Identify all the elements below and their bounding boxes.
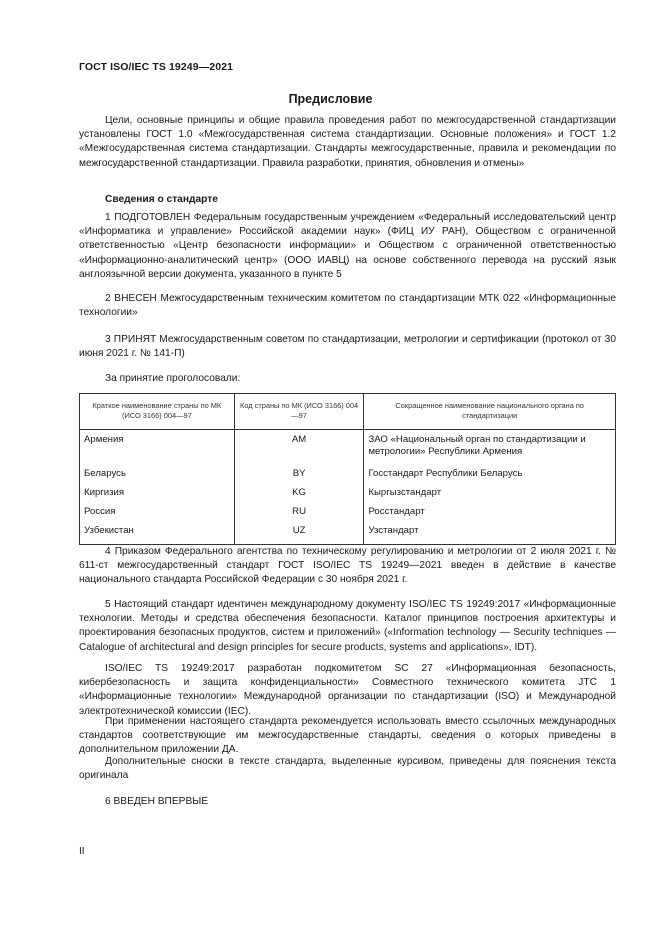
intro-paragraph: Цели, основные принципы и общие правила проведения работ по межгосударственной стандартизации установлены ГОСТ 1.0 «Межгосударственная система стандартизации. Основные положения» и ГОСТ 1.2 «Межгосударственная система стандартизации. Стандарты межгосударственные, правила и рекомендации по межгосударственной стандартизации. Правила разработки, принятия, обновления и отмены» (79, 115, 616, 169)
section-subheading: Сведения о стандарте (105, 194, 218, 205)
body-cell: Росстандарт (364, 506, 616, 525)
code-cell: KG (234, 487, 364, 506)
table-row (80, 468, 616, 487)
table-header-body: Сокращенное наименование национального органа по стандартизации (364, 394, 616, 430)
code-cell: AM (234, 430, 364, 469)
country-cell: Беларусь (80, 468, 235, 487)
page-title: Предисловие (288, 92, 373, 106)
item-5-paragraph: 5 Настоящий стандарт идентичен международному документу ISO/IEC TS 19249:2017 «Информационные технологии. Методы и средства обеспечения безопасности. Каталог принципов построения архитектуры и проектирования безопасных продуктов, систем и приложений» («Information technology — Security techniques — Catalogue of architectural and design principles for secure products, systems and applications», IDT). (79, 599, 616, 653)
body-cell: Кыргызстандарт (364, 487, 616, 506)
body-cell: ЗАО «Национальный орган по стандартизации и метрологии» Республики Армения (364, 430, 616, 469)
table-row (80, 525, 616, 545)
document-header: ГОСТ ISO/IEC TS 19249—2021 (79, 61, 234, 73)
country-cell: Армения (80, 430, 235, 469)
table-row (80, 487, 616, 506)
country-cell: Россия (80, 506, 235, 525)
item-6-paragraph: 6 ВВЕДЕН ВПЕРВЫЕ (105, 796, 209, 807)
code-cell: BY (234, 468, 364, 487)
body-cell: Госстандарт Республики Беларусь (364, 468, 616, 487)
country-cell: Узбекистан (80, 525, 235, 545)
table-header-code: Код страны по МК (ИСО 3166) 004—97 (234, 394, 364, 430)
table-row (80, 430, 616, 469)
voting-table (79, 393, 616, 545)
body-cell: Узстандарт (364, 525, 616, 545)
item-1-paragraph: 1 ПОДГОТОВЛЕН Федеральным государственным учреждением «Федеральный исследовательский центр «Информатика и управление» Российской академии наук» (ФИЦ ИУ РАН), Обществом с ограниченной ответственностью «Центр безопасности информации» и Обществом с ограниченной ответственностью «Информационно-аналитический центр» (ООО ИАВЦ) на основе собственного перевода на русский язык англоязычной версии документа, указанного в пункте 5 (79, 212, 616, 280)
table-row (80, 506, 616, 525)
code-cell: RU (234, 506, 364, 525)
country-cell: Киргизия (80, 487, 235, 506)
item-5-references-paragraph: При применении настоящего стандарта рекомендуется использовать вместо ссылочных международных стандартов соответствующие им межгосударственные стандарты, сведения о которых приведены в дополнительном приложении ДА. (79, 716, 616, 756)
item-2-paragraph: 2 ВНЕСЕН Межгосударственным техническим комитетом по стандартизации МТК 022 «Информационные технологии» (79, 293, 616, 319)
item-3-paragraph: 3 ПРИНЯТ Межгосударственным советом по стандартизации, метрологии и сертификации (протокол от 30 июня 2021 г. № 141-П) (79, 334, 616, 360)
code-cell: UZ (234, 525, 364, 545)
page-number: II (79, 846, 85, 857)
item-5-origin-paragraph: ISO/IEC TS 19249:2017 разработан подкомитетом SC 27 «Информационная безопасность, кибербезопасность и защита конфиденциальности» Совместного технического комитета JTC 1 «Информационные технологии» Международной организации по стандартизации (ISO) и Международной электротехнической комиссии (IEC). (79, 663, 616, 717)
table-header-country: Краткое наименование страны по МК (ИСО 3166) 004—97 (80, 394, 235, 430)
item-5-footnotes-paragraph: Дополнительные сноски в тексте стандарта, выделенные курсивом, приведены для пояснения текста оригинала (79, 756, 616, 782)
item-4-paragraph: 4 Приказом Федерального агентства по техническому регулированию и метрологии от 2 июля 2021 г. № 611-ст межгосударственный стандарт ГОСТ ISO/IEC TS 19249—2021 введен в действие в качестве национального стандарта Российской Федерации с 30 ноября 2021 г. (79, 546, 616, 586)
vote-label: За принятие проголосовали: (105, 373, 241, 384)
